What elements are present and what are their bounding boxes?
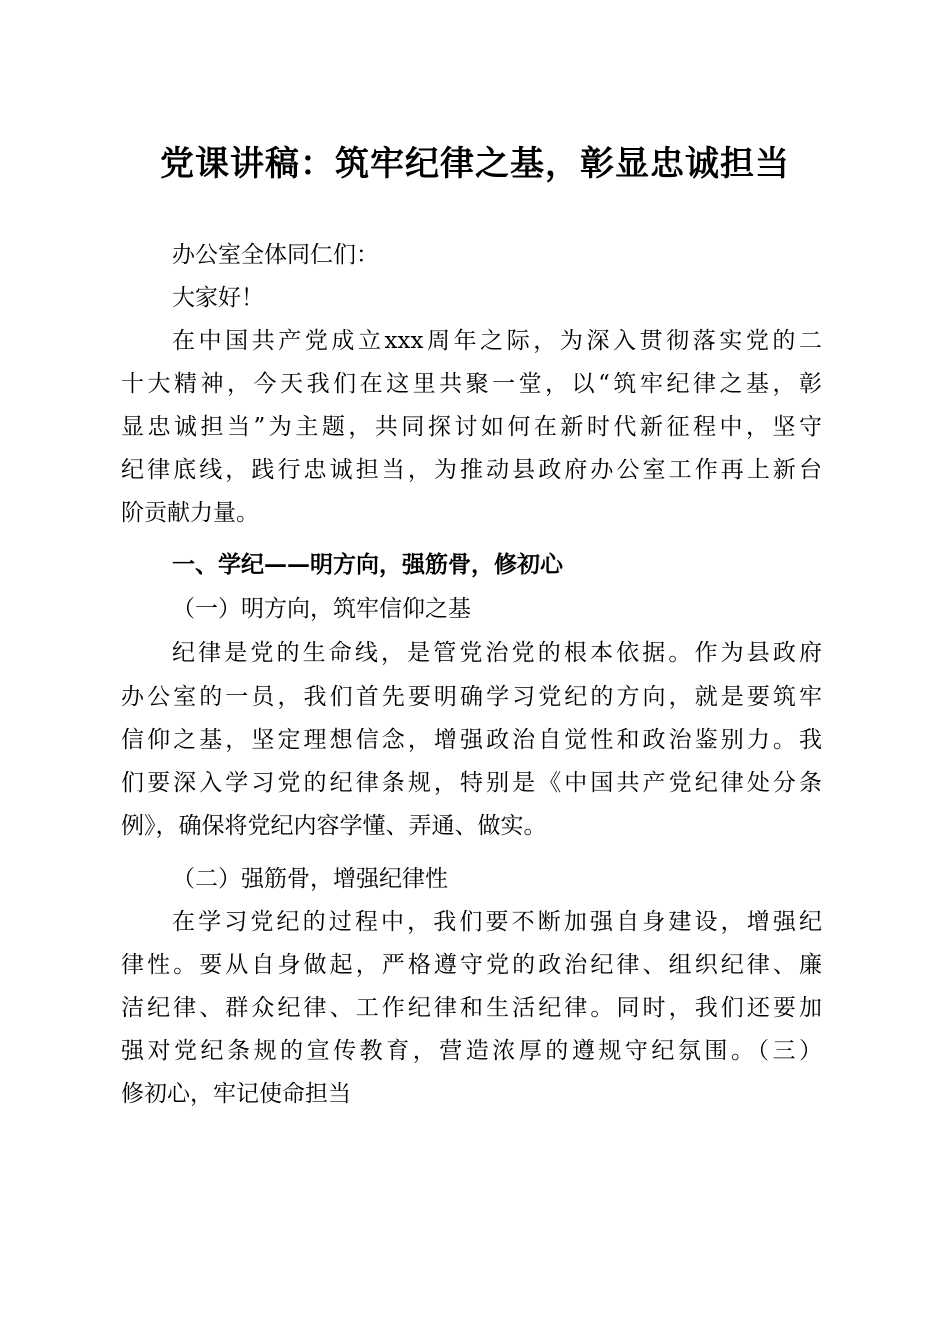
intro-line: 阶贡献力量。	[121, 500, 259, 526]
paragraph-line: 办公室的一员，我们首先要明确学习党纪的方向，就是要筑牢	[121, 684, 822, 710]
intro-line: 纪律底线，践行忠诚担当，为推动县政府办公室工作再上新台	[121, 457, 822, 483]
paragraph-line: 纪律是党的生命线，是管党治党的根本依据。作为县政府	[172, 640, 822, 666]
paragraph-line: 在学习党纪的过程中，我们要不断加强自身建设，增强纪	[172, 909, 822, 935]
paragraph-line: 们要深入学习党的纪律条规，特别是《中国共产党纪律处分条	[121, 770, 822, 796]
intro-line: 十大精神，今天我们在这里共聚一堂，以“筑牢纪律之基，彰	[121, 371, 822, 397]
paragraph-line: 信仰之基，坚定理想信念，增强政治自觉性和政治鉴别力。我	[121, 727, 822, 753]
section-heading-1: 一、学纪——明方向，强筋骨，修初心	[172, 551, 563, 578]
paragraph-line: 律性。要从自身做起，严格遵守党的政治纪律、组织纪律、廉	[121, 952, 822, 978]
paragraph-line: 强对党纪条规的宣传教育，营造浓厚的遵规守纪氛围。（三）	[121, 1038, 822, 1064]
intro-line: 在中国共产党成立xxx周年之际，为深入贯彻落实党的二	[172, 328, 822, 354]
salutation: 办公室全体同仁们：	[172, 242, 379, 268]
paragraph-line: 修初心，牢记使命担当	[121, 1081, 351, 1107]
paragraph-line: 例》，确保将党纪内容学懂、弄通、做实。	[121, 813, 547, 839]
subsection-heading-2: （二）强筋骨，增强纪律性	[172, 866, 448, 892]
intro-line: 显忠诚担当”为主题，共同探讨如何在新时代新征程中，坚守	[121, 414, 822, 440]
greeting: 大家好！	[172, 285, 264, 311]
subsection-heading-1: （一）明方向，筑牢信仰之基	[172, 596, 471, 622]
document-title: 党课讲稿：筑牢纪律之基，彰显忠诚担当	[160, 144, 790, 184]
paragraph-line: 洁纪律、群众纪律、工作纪律和生活纪律。同时，我们还要加	[121, 995, 822, 1021]
